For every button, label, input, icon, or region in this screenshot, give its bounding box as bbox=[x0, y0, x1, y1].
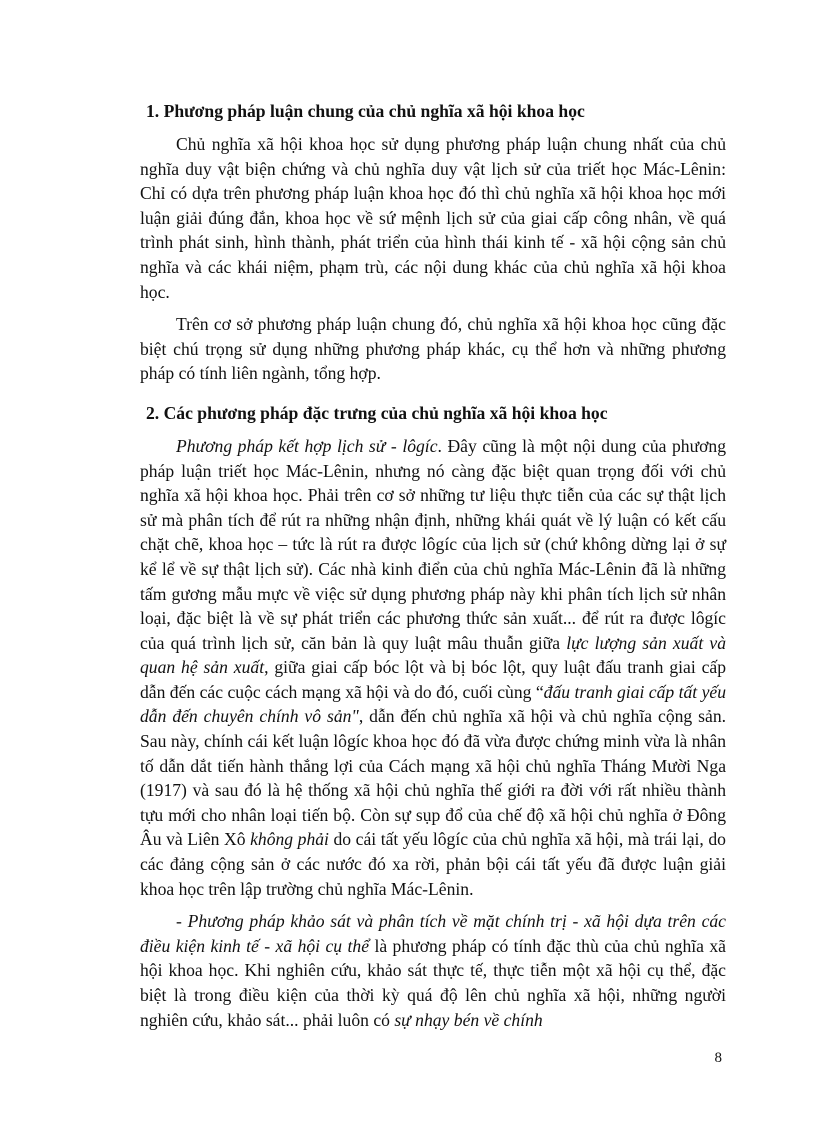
emphasis-text: sự nhạy bén về chính bbox=[394, 1009, 543, 1030]
paragraph-text: , giữa giai cấp bóc lột và bị bóc lột, quy luật đấu tranh giai cấp dẫn đến các cuộc cách mạng xã hội và do đó, cuối cùng “ bbox=[140, 657, 726, 702]
emphasis-text: không phải bbox=[250, 829, 329, 850]
section-1-heading: 1. Phương pháp luận chung của chủ nghĩa xã hội khoa học bbox=[146, 101, 585, 121]
section-2-heading: 2. Các phương pháp đặc trưng của chủ nghĩa xã hội khoa học bbox=[146, 402, 608, 423]
page-body bbox=[140, 98, 726, 1040]
section-1-paragraph-1: Chủ nghĩa xã hội khoa học sử dụng phương pháp luận chung nhất của chủ nghĩa duy vật biện chứng và chủ nghĩa duy vật lịch sử của triết học Mác-Lênin: Chỉ có dựa trên phương pháp luận khoa học đó thì chủ nghĩa xã hội khoa học mới luận giải đúng đắn, khoa học về sứ mệnh lịch sử của giai cấp công nhân, về quá trình phát sinh, hình thành, phát triển của hình thái kinh tế - xã hội cộng sản chủ nghĩa và các khái niệm, phạm trù, các nội dung khác của chủ nghĩa xã hội khoa học. bbox=[140, 134, 726, 302]
section-2-paragraph-2 bbox=[140, 909, 726, 1032]
page-number: 8 bbox=[714, 1050, 722, 1066]
paragraph-text: là phương pháp có tính đặc thù của chủ nghĩa xã hội khoa học. Khi nghiên cứu, khảo sát thực tế, thực tiễn một xã hội cụ thể, đặc biệt là trong điều kiện của thời kỳ quá độ lên chủ nghĩa xã hội, những người nghiên cứu, khảo sát... phải luôn có bbox=[140, 935, 726, 1030]
emphasis-quote: đấu tranh giai cấp tất yếu dẫn đến chuyên chính vô sản" bbox=[140, 681, 726, 727]
paragraph-text: . Đây cũng là một nội dung của phương pháp luận triết học Mác-Lênin, nhưng nó càng đặc biệt quan trọng đối với chủ nghĩa xã hội khoa học. Phải trên cơ sở những tư liệu thực tiễn của các sự thật lịch sử mà phân tích để rút ra những nhận định, những khái quát về lý luận có kết cấu chặt chẽ, khoa học – tức là rút ra được lôgíc của lịch sử (chứ không dừng lại ở sự kể lể về sự thật lịch sử). Các nhà kinh điển của chủ nghĩa Mác-Lênin đã là những tấm gương mẫu mực về việc sử dụng phương pháp này khi phân tích lịch sử nhân loại, đặc biệt là về sự phát triển các phương thức sản xuất... để rút ra được lôgíc của quá trình lịch sử, căn bản là quy luật mâu thuẫn giữa bbox=[140, 435, 726, 653]
emphasis-text: lực lượng sản xuất và quan hệ sản xuất bbox=[140, 632, 726, 678]
section-1-paragraph-2: Trên cơ sở phương pháp luận chung đó, chủ nghĩa xã hội khoa học cũng đặc biệt chú trọng sử dụng những phương pháp khác, cụ thể hơn và những phương pháp có tính liên ngành, tổng hợp. bbox=[140, 314, 726, 384]
paragraph-text: do cái tất yếu lôgíc của chủ nghĩa xã hội, mà trái lại, do các đảng cộng sản ở các nước đó xa rời, phản bội cái tất yếu đã được luận giải khoa học trên lập trường chủ nghĩa Mác-Lênin. bbox=[140, 829, 726, 899]
section-2-paragraph-1 bbox=[140, 434, 726, 901]
paragraph-text: , dẫn đến chủ nghĩa xã hội và chủ nghĩa cộng sản. Sau này, chính cái kết luận lôgíc khoa học đó đã vừa được chứng minh vừa là nhân tố dẫn dắt tiến hành thắng lợi của Cách mạng xã hội chủ nghĩa Tháng Mười Nga (1917) và sau đó là hệ thống xã hội chủ nghĩa thế giới ra đời với rất nhiều thành tựu mới cho nhân loại tiến bộ. Còn sự sụp đổ của chế độ xã hội chủ nghĩa ở Đông Âu và Liên Xô bbox=[140, 706, 727, 850]
emphasis-method-name: - Phương pháp khảo sát và phân tích về mặt chính trị - xã hội dựa trên các điều kiện kinh tế - xã hội cụ thể bbox=[140, 911, 726, 956]
emphasis-method-name: Phương pháp kết hợp lịch sử - lôgíc bbox=[176, 435, 438, 456]
